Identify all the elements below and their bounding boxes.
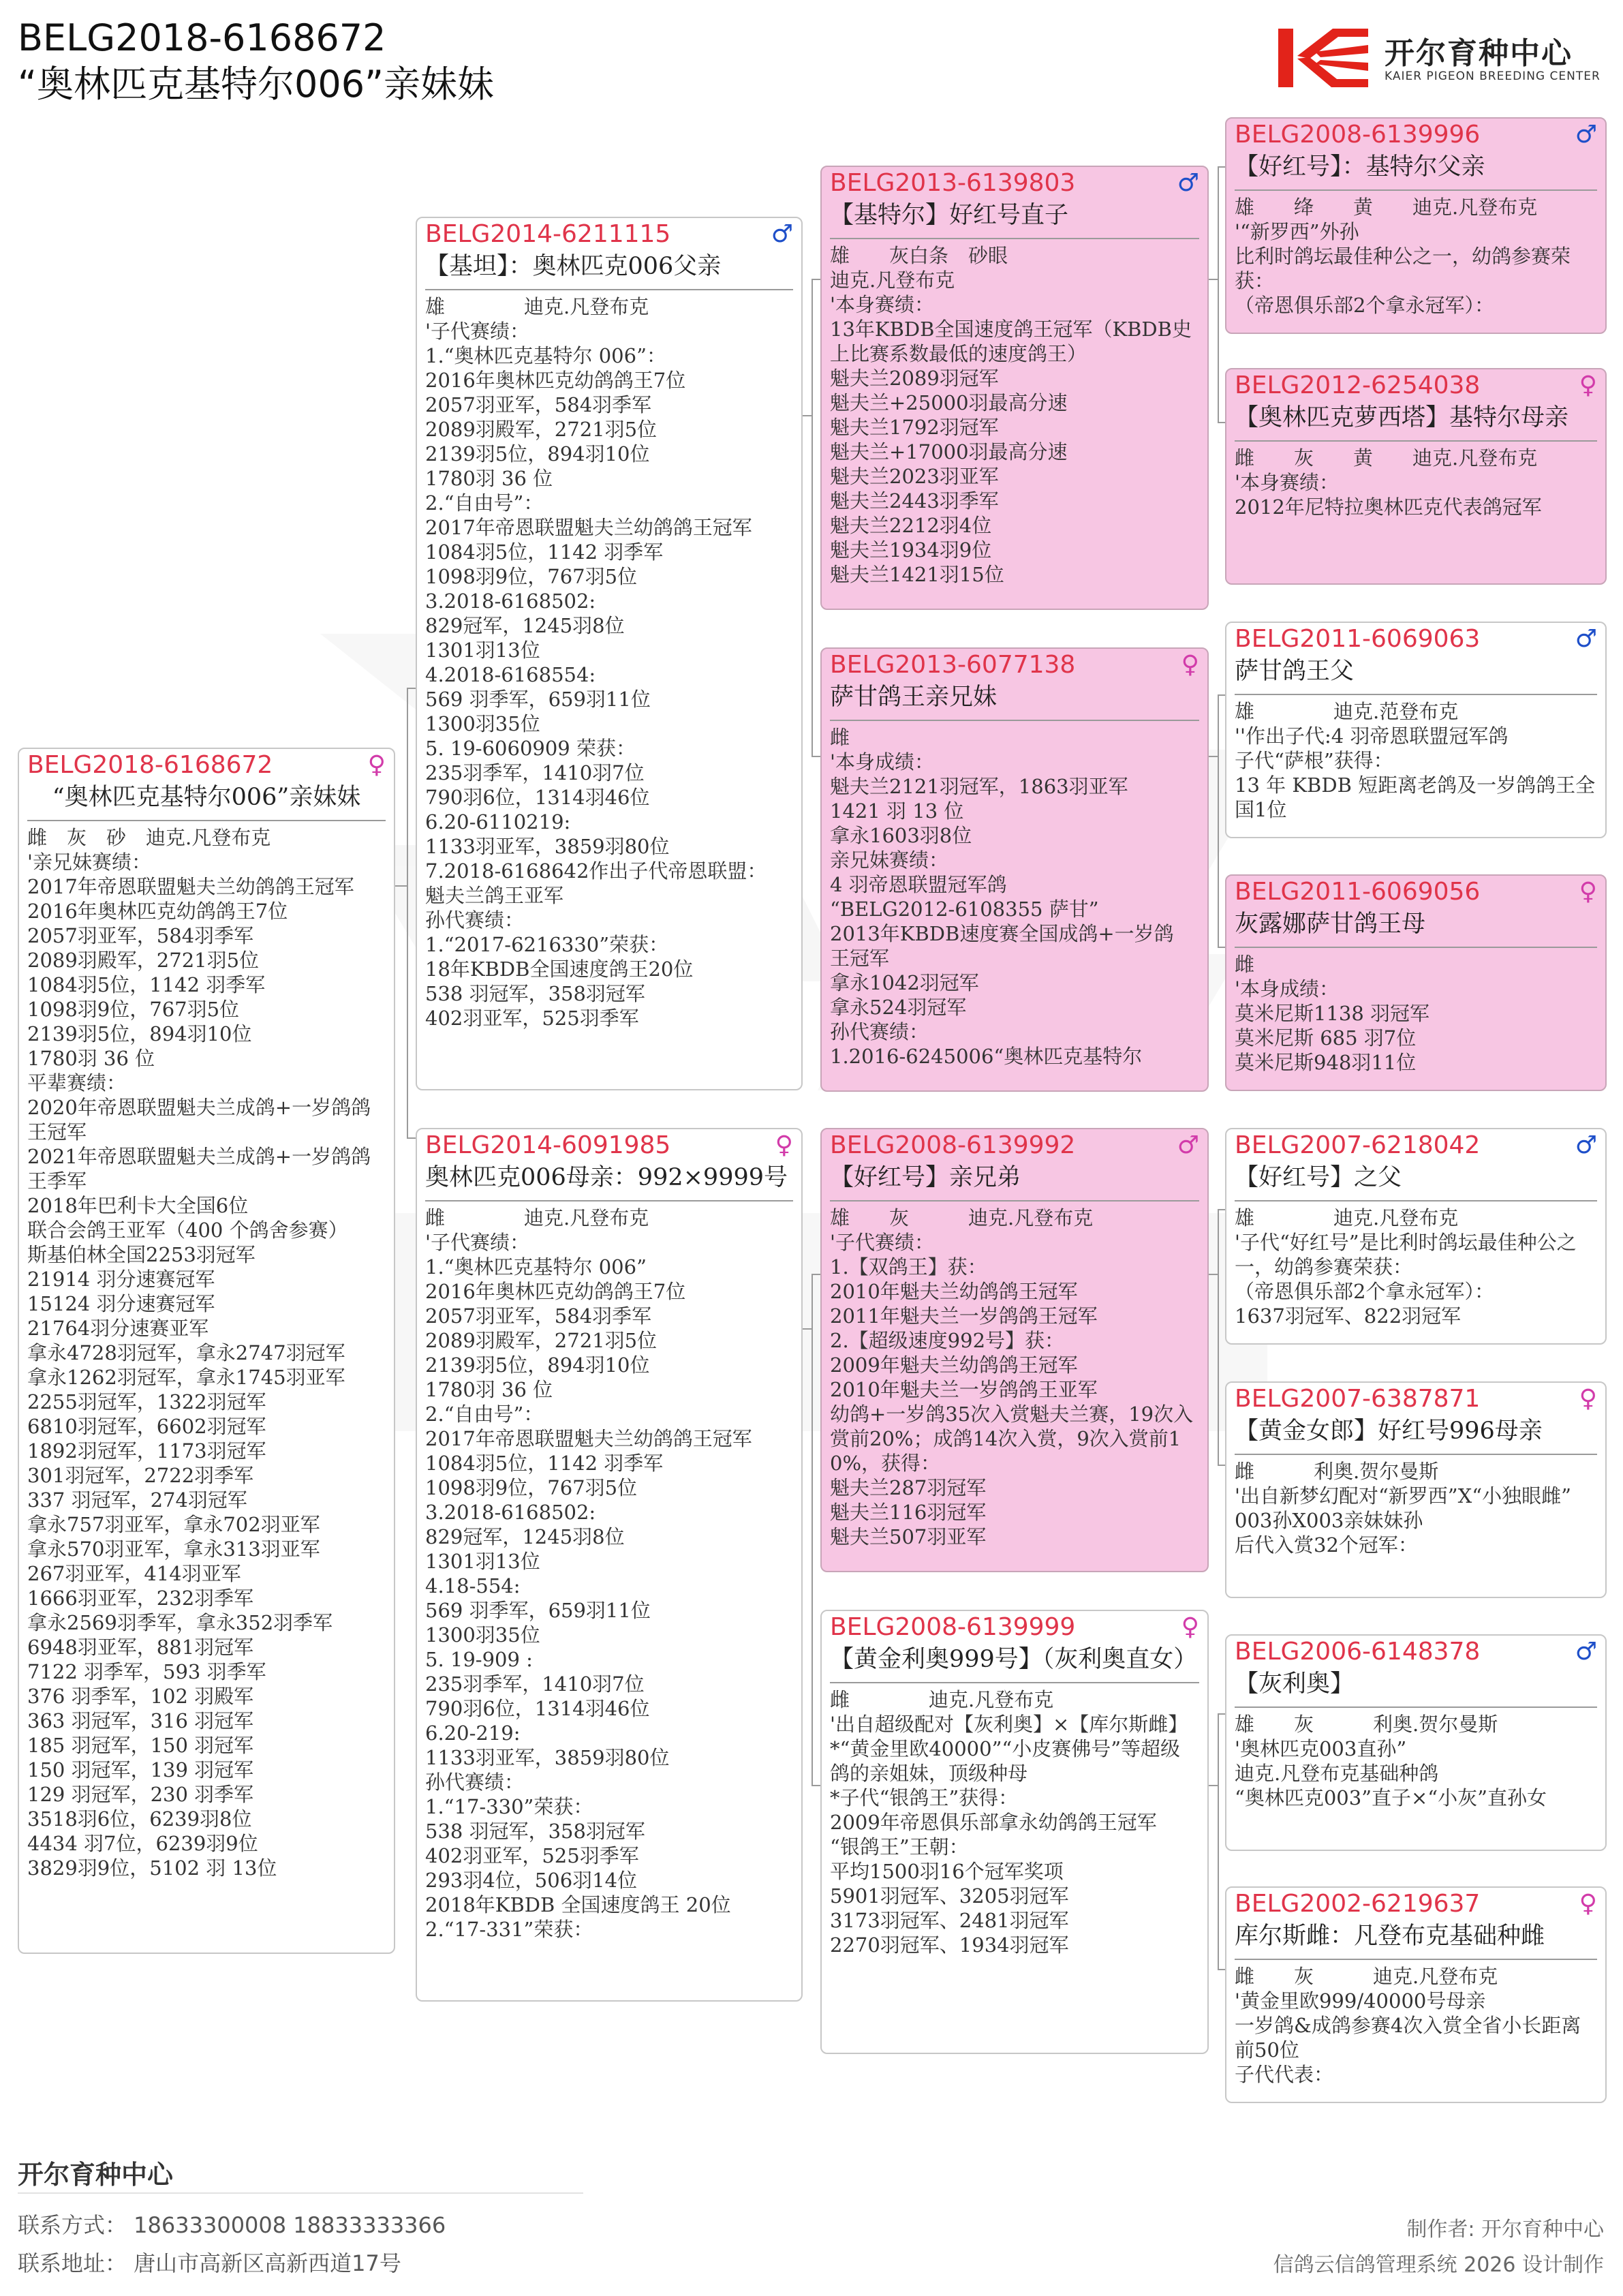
ring-number: BELG2006-6148378 xyxy=(1235,1638,1481,1666)
pigeon-record: 雌 灰 黄 迪克.凡登布克 '本身赛绩： 2012年尼特拉奥林匹克代表鸽冠军 xyxy=(1235,446,1542,519)
sire-dam-card[interactable] xyxy=(820,647,1209,1092)
pigeon-name: 萨甘鸽王父 xyxy=(1235,653,1597,695)
pigeon-name: 【黄金女郎】好红号996母亲 xyxy=(1235,1413,1597,1455)
ring-number: BELG2018-6168672 xyxy=(27,751,273,779)
dam-card[interactable] xyxy=(416,1128,803,2002)
ring-number: BELG2002-6219637 xyxy=(1235,1890,1481,1918)
male-icon: ♂ xyxy=(1177,169,1199,197)
ring-number: BELG2008-6139996 xyxy=(1235,121,1481,149)
sire-sire-card[interactable] xyxy=(820,166,1209,610)
female-icon: ♀ xyxy=(1579,1385,1597,1413)
page-title xyxy=(18,15,494,108)
male-icon: ♂ xyxy=(1575,1131,1597,1159)
male-icon: ♂ xyxy=(1575,625,1597,653)
female-icon: ♀ xyxy=(1579,1890,1597,1918)
dam-sire-dam-card[interactable] xyxy=(1225,1381,1607,1598)
dam-sire-card[interactable] xyxy=(820,1128,1209,1572)
footer-system: 信鸽云信鸽管理系统 2026 设计制作 xyxy=(1273,2253,1604,2277)
pigeon-name: 萨甘鸽王亲兄妹 xyxy=(830,679,1199,721)
pigeon-name: 库尔斯雌：凡登布克基础种雌 xyxy=(1235,1918,1597,1960)
pigeon-name: 【基特尔】好红号直子 xyxy=(830,197,1199,239)
title-ring-number: BELG2018-6168672 xyxy=(18,16,386,59)
ring-number: BELG2013-6077138 xyxy=(830,651,1076,679)
male-icon: ♂ xyxy=(1575,1638,1597,1666)
sire-dam-dam-card[interactable] xyxy=(1225,874,1607,1091)
subject-card[interactable] xyxy=(18,748,395,1954)
female-icon: ♂ xyxy=(1177,1131,1199,1159)
female-icon: ♀ xyxy=(1579,371,1597,399)
ring-number: BELG2011-6069063 xyxy=(1235,625,1481,653)
female-icon: ♀ xyxy=(775,1131,793,1159)
pigeon-name: 【灰利奥】 xyxy=(1235,1666,1597,1708)
ring-number: BELG2014-6091985 xyxy=(425,1131,671,1159)
ring-number: BELG2013-6139803 xyxy=(830,169,1076,197)
pigeon-record: 雌 迪克.凡登布克 '出自超级配对【灰利奥】×【库尔斯雌】 *“黄金里欧40000”“小皮赛佛号”等超级鸽的亲姐妹，顶级种母 *子代“银鸽王”获得： 2009年帝恩俱乐部拿永幼鸽鸽王冠军 “银鸽王”王朝： 平均1500羽16个冠军奖项 5901羽冠军、3205羽冠军 3173羽冠军、2481羽冠军 2270羽冠军、1934羽冠军 xyxy=(830,1688,1188,1957)
title-subtitle: “奥林匹克基特尔006”亲妹妹 xyxy=(18,63,495,106)
footer-org-name: 开尔育种中心 xyxy=(18,2160,174,2190)
pigeon-name: 【好红号】：基特尔父亲 xyxy=(1235,149,1597,191)
footer-maker: 制作者: 开尔育种中心 xyxy=(1406,2218,1604,2241)
pigeon-record: 雄 绛 黄 迪克.凡登布克 '“新罗西”外孙 比利时鸽坛最佳种公之一，幼鸽参赛荣获： （帝恩俱乐部2个拿永冠军）： xyxy=(1235,196,1571,317)
footer-contact: 联系方式： 18633300008 18833333366 xyxy=(18,2212,446,2238)
pigeon-name: 【黄金利奥999号】（灰利奥直女） xyxy=(830,1641,1199,1683)
ring-number: BELG2007-6387871 xyxy=(1235,1385,1481,1413)
female-icon: ♀ xyxy=(1579,878,1597,906)
pigeon-name: 奥林匹克006母亲：992×9999号 xyxy=(425,1159,793,1201)
dam-dam-card[interactable] xyxy=(820,1610,1209,2054)
logo-name: 开尔育种中心 xyxy=(1385,36,1573,71)
dam-dam-dam-card[interactable] xyxy=(1225,1886,1607,2103)
pigeon-name: 【基坦】：奥林匹克006父亲 xyxy=(425,248,793,290)
logo-subtitle: KAIER PIGEON BREEDING CENTER xyxy=(1385,70,1601,83)
pigeon-record: 雄 迪克.范登布克 ''作出子代:4 羽帝恩联盟冠军鸽 子代“萨根”获得： 13 年 KBDB 短距离老鸽及一岁鸽鸽王全国1位 xyxy=(1235,700,1596,821)
ring-number: BELG2014-6211115 xyxy=(425,220,671,248)
pigeon-record: 雌 '本身成绩： 莫米尼斯1138 羽冠军 莫米尼斯 685 羽7位 莫米尼斯948羽11位 xyxy=(1235,953,1430,1074)
kaier-logo-icon xyxy=(1273,25,1375,93)
ring-number: BELG2007-6218042 xyxy=(1235,1131,1481,1159)
footer-address: 联系地址： 唐山市高新区高新西道17号 xyxy=(18,2250,401,2276)
pigeon-record: 雄 灰白条 砂眼 迪克.凡登布克 '本身赛绩： 13年KBDB全国速度鸽王冠军（KBDB史上比赛系数最低的速度鸽王） 魁夫兰2089羽冠军 魁夫兰+25000羽最高分速 魁夫兰1792羽冠军 魁夫兰+17000羽最高分速 魁夫兰2023羽亚军 魁夫兰2443羽季军 魁夫兰2212羽4位 魁夫兰1934羽9位 魁夫兰1421羽15位 xyxy=(830,244,1192,586)
pigeon-record: 雄 灰 迪克.凡登布克 '子代赛绩： 1.【双鸽王】获： 2010年魁夫兰幼鸽鸽王冠军 2011年魁夫兰一岁鸽鸽王冠军 2.【超级速度992号】获： 2009年魁夫兰幼鸽鸽王冠军 2010年魁夫兰一岁鸽鸽王亚军 幼鸽+一岁鸽35次入赏魁夫兰赛，19次入赏前20%；成鸽14次入赏，9次入赏前10%，获得： 魁夫兰287羽冠军 魁夫兰116羽冠军 魁夫兰507羽亚军 xyxy=(830,1206,1194,1548)
ring-number: BELG2008-6139999 xyxy=(830,1613,1076,1641)
pigeon-name: 【好红号】亲兄弟 xyxy=(830,1159,1199,1201)
pigeon-record: 雄 灰 利奥.贺尔曼斯 '奥林匹克003直孙” 迪克.凡登布克基础种鸽 “奥林匹克003”直子×“小灰”直孙女 xyxy=(1235,1713,1547,1809)
pigeon-record: 雌 迪克.凡登布克 '子代赛绩： 1.“奥林匹克基特尔 006” 2016年奥林匹克幼鸽鸽王7位 2057羽亚军，584羽季军 2089羽殿军，2721羽5位 2139羽5位，894羽10位 1780羽 36 位 2.“自由号”： 2017年帝恩联盟魁夫兰幼鸽鸽王冠军 1084羽5位，1142 羽季军 1098羽9位，767羽5位 3.2018-6168502: 829冠军，1245羽8位 1301羽13位 4.18-554: 569 羽季军，659羽11位 1300羽35位 5. 19-909 : 235羽季军，1410羽7位 790羽6位，1314羽46位 6.20-219: 1133羽亚军，3859羽80位 孙代赛绩： 1.“17-330”荣获： 538 羽冠军，358羽冠军 402羽亚军，525羽季军 293羽4位，506羽14位 2018年KBDB 全国速度鸽王 20位 2.“17-331”荣获： xyxy=(425,1206,752,1941)
ring-number: BELG2012-6254038 xyxy=(1235,371,1481,399)
dam-dam-sire-card[interactable] xyxy=(1225,1634,1607,1851)
ring-number: BELG2008-6139992 xyxy=(830,1131,1076,1159)
sire-card[interactable] xyxy=(416,217,803,1090)
pigeon-record: 雌 灰 迪克.凡登布克 '黄金里欧999/40000号母亲 一岁鸽&成鸽参赛4次入赏全省小长距离前50位 子代代表： xyxy=(1235,1965,1581,2086)
dam-sire-sire-card[interactable] xyxy=(1225,1128,1607,1345)
pigeon-record: 雄 迪克.凡登布克 '子代“好红号”是比利时鸽坛最佳种公之一，幼鸽参赛荣获： （帝恩俱乐部2个拿永冠军）： 1637羽冠军、822羽冠军 xyxy=(1235,1206,1577,1328)
female-icon: ♀ xyxy=(1181,1613,1199,1641)
male-icon: ♂ xyxy=(1575,121,1597,149)
pigeon-name: 【好红号】之父 xyxy=(1235,1159,1597,1201)
pigeon-name: “奥林匹克基特尔006”亲妹妹 xyxy=(27,779,386,821)
pigeon-name: 【奥林匹克萝西塔】基特尔母亲 xyxy=(1235,399,1597,442)
pigeon-record: 雄 迪克.凡登布克 '子代赛绩： 1.“奥林匹克基特尔 006”： 2016年奥林匹克幼鸽鸽王7位 2057羽亚军，584羽季军 2089羽殿军，2721羽5位 2139羽5位，894羽10位 1780羽 36 位 2.“自由号”： 2017年帝恩联盟魁夫兰幼鸽鸽王冠军 1084羽5位，1142 羽季军 1098羽9位，767羽5位 3.2018-6168502: 829冠军，1245羽8位 1301羽13位 4.2018-6168554: 569 羽季军，659羽11位 1300羽35位 5. 19-6060909 荣获： 235羽季军，1410羽7位 790羽6位，1314羽46位 6.20-6110219: 1133羽亚军，3859羽80位 7.2018-6168642作出子代帝恩联盟： 魁夫兰鸽王亚军 孙代赛绩： 1.“2017-6216330”荣获： 18年KBDB全国速度鸽王20位 538 羽冠军，358羽冠军 402羽亚军，525羽季军 xyxy=(425,295,767,1030)
brand-logo xyxy=(1273,25,1607,93)
sire-sire-sire-card[interactable] xyxy=(1225,117,1607,334)
sire-sire-dam-card[interactable] xyxy=(1225,368,1607,585)
pigeon-name: 灰露娜萨甘鸽王母 xyxy=(1235,906,1597,948)
pigeon-record: 雌 '本身成绩： 魁夫兰2121羽冠军，1863羽亚军 1421 羽 13 位 拿永1603羽8位 亲兄妹赛绩： 4 羽帝恩联盟冠军鸽 “BELG2012-6108355 萨甘” 2013年KBDB速度赛全国成鸽+一岁鸽 王冠军 拿永1042羽冠军 拿永524羽冠军 孙代赛绩： 1.2016-6245006“奥林匹克基特尔 xyxy=(830,726,1174,1068)
male-icon: ♂ xyxy=(771,220,793,248)
pigeon-record: 雌 利奥.贺尔曼斯 '出自新梦幻配对“新罗西”X“小独眼雌” 003孙X003亲妹妹孙 后代入赏32个冠军： xyxy=(1235,1460,1571,1557)
pigeon-record: 雌 灰 砂 迪克.凡登布克 '亲兄妹赛绩： 2017年帝恩联盟魁夫兰幼鸽鸽王冠军 2016年奥林匹克幼鸽鸽王7位 2057羽亚军，584羽季军 2089羽殿军，2721羽5位 1084羽5位，1142 羽季军 1098羽9位，767羽5位 2139羽5位，894羽10位 1780羽 36 位 平辈赛绩： 2020年帝恩联盟魁夫兰成鸽+一岁鸽鸽王冠军 2021年帝恩联盟魁夫兰成鸽+一岁鸽鸽王季军 2018年巴利卡大全国6位 联合会鸽王亚军（400 个鸽舍参赛） 斯基伯林全国2253羽冠军 21914 羽分速赛冠军 15124 羽分速赛冠军 21764羽分速赛亚军 拿永4728羽冠军，拿永2747羽冠军 拿永1262羽冠军，拿永1745羽亚军 2255羽冠军，1322羽冠军 6810羽冠军，6602羽冠军 1892羽冠军，1173羽冠军 301羽冠军，2722羽季军 337 羽冠军，274羽冠军 拿永757羽亚军，拿永702羽亚军 拿永570羽亚军，拿永313羽亚军 267羽亚军，414羽亚军 1666羽亚军，232羽季军 拿永2569羽季军，拿永352羽季军 6948羽亚军，881羽冠军 7122 羽季军，593 羽季军 376 羽季军，102 羽殿军 363 羽冠军，316 羽冠军 185 羽冠军，150 羽冠军 150 羽冠军，139 羽冠军 129 羽冠军，230 羽季军 3518羽6位，6239羽8位 4434 羽7位，6239羽9位 3829羽9位，5102 羽 13位 xyxy=(27,826,371,1880)
female-icon: ♀ xyxy=(1181,651,1199,679)
female-icon: ♀ xyxy=(367,751,386,779)
sire-dam-sire-card[interactable] xyxy=(1225,622,1607,838)
ring-number: BELG2011-6069056 xyxy=(1235,878,1481,906)
